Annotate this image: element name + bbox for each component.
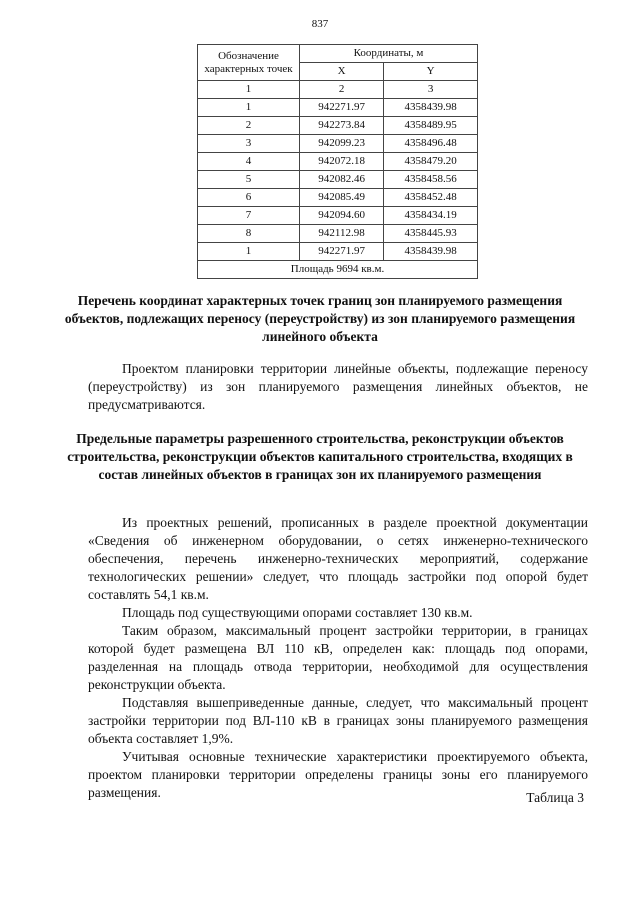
section2-paragraph-2: Площадь под существующими опорами составляет 130 кв.м. (122, 605, 473, 620)
section2-paragraph-1: Из проектных решений, прописанных в разделе проектной документации «Сведения об инженерном оборудовании, о сетях инженерно-технического обеспечения, перечень инженерно-технических мероприятий, содержание технологических решении» следует, что площадь застройки под опорой будет составлять 54,1 кв.м. (88, 515, 588, 602)
point-cell: 3 (198, 135, 300, 153)
x-cell: 942094.60 (300, 207, 384, 225)
y-cell: 4358496.48 (384, 135, 478, 153)
header-x: X (300, 63, 384, 81)
table-row (198, 117, 478, 135)
page-number: 837 (311, 18, 329, 30)
x-cell: 942099.23 (300, 135, 384, 153)
point-cell: 1 (198, 243, 300, 261)
table-label: Таблица 3 (526, 790, 584, 805)
header-coordinates: Координаты, м (300, 45, 478, 63)
x-cell: 942072.18 (300, 153, 384, 171)
section2-title: Предельные параметры разрешенного строительства, реконструкции объектов строительства, реконструкции объектов капитального строительства, входящих в состав линейных объектов в границах зон их планируемого размещения (67, 431, 573, 482)
area-cell: Площадь 9694 кв.м. (198, 261, 478, 279)
x-cell: 942271.97 (300, 99, 384, 117)
header-point-label: Обозначение характерных точек (198, 45, 300, 81)
y-cell: 4358445.93 (384, 225, 478, 243)
point-cell: 6 (198, 189, 300, 207)
column-number: 2 (300, 81, 384, 99)
y-cell: 4358452.48 (384, 189, 478, 207)
y-cell: 4358434.19 (384, 207, 478, 225)
y-cell: 4358479.20 (384, 153, 478, 171)
table-row (198, 99, 478, 117)
y-cell: 4358439.98 (384, 99, 478, 117)
table-row (198, 225, 478, 243)
x-cell: 942271.97 (300, 243, 384, 261)
column-numbers-row (198, 81, 478, 99)
coordinates-table (197, 44, 478, 279)
x-cell: 942273.84 (300, 117, 384, 135)
column-number: 3 (384, 81, 478, 99)
point-cell: 1 (198, 99, 300, 117)
point-cell: 5 (198, 171, 300, 189)
table-row (198, 189, 478, 207)
section1-title: Перечень координат характерных точек границ зон планируемого размещения объектов, подлежащих переносу (переустройству) из зон планируемого размещения линейного объекта (64, 293, 576, 344)
y-cell: 4358489.95 (384, 117, 478, 135)
point-cell: 7 (198, 207, 300, 225)
x-cell: 942085.49 (300, 189, 384, 207)
area-row (198, 261, 478, 279)
section2-paragraph-5: Учитывая основные технические характеристики проектируемого объекта, проектом планировки территории определены границы зоны его планируемого размещения. (88, 749, 588, 800)
x-cell: 942082.46 (300, 171, 384, 189)
column-number: 1 (198, 81, 300, 99)
point-cell: 4 (198, 153, 300, 171)
point-cell: 2 (198, 117, 300, 135)
table-row (198, 135, 478, 153)
table-row (198, 171, 478, 189)
table-row (198, 207, 478, 225)
section2-paragraph-4: Подставляя вышеприведенные данные, следует, что максимальный процент застройки территории под ВЛ-110 кВ в границах зоны планируемого размещения объекта составляет 1,9%. (88, 695, 588, 746)
table-row (198, 243, 478, 261)
table-row (198, 153, 478, 171)
y-cell: 4358458.56 (384, 171, 478, 189)
y-cell: 4358439.98 (384, 243, 478, 261)
section2-paragraph-3: Таким образом, максимальный процент застройки территории, в границах которой будет размещена ВЛ 110 кВ, определен как: площадь под опорами, разделенная на площадь отвода территории, необходимой для осуществления реконструкции объекта. (88, 623, 588, 692)
point-cell: 8 (198, 225, 300, 243)
section1-paragraph: Проектом планировки территории линейные объекты, подлежащие переносу (переустройству) из зон планируемого размещения линейных объектов, не предусматриваются. (88, 361, 588, 412)
x-cell: 942112.98 (300, 225, 384, 243)
header-y: Y (384, 63, 478, 81)
